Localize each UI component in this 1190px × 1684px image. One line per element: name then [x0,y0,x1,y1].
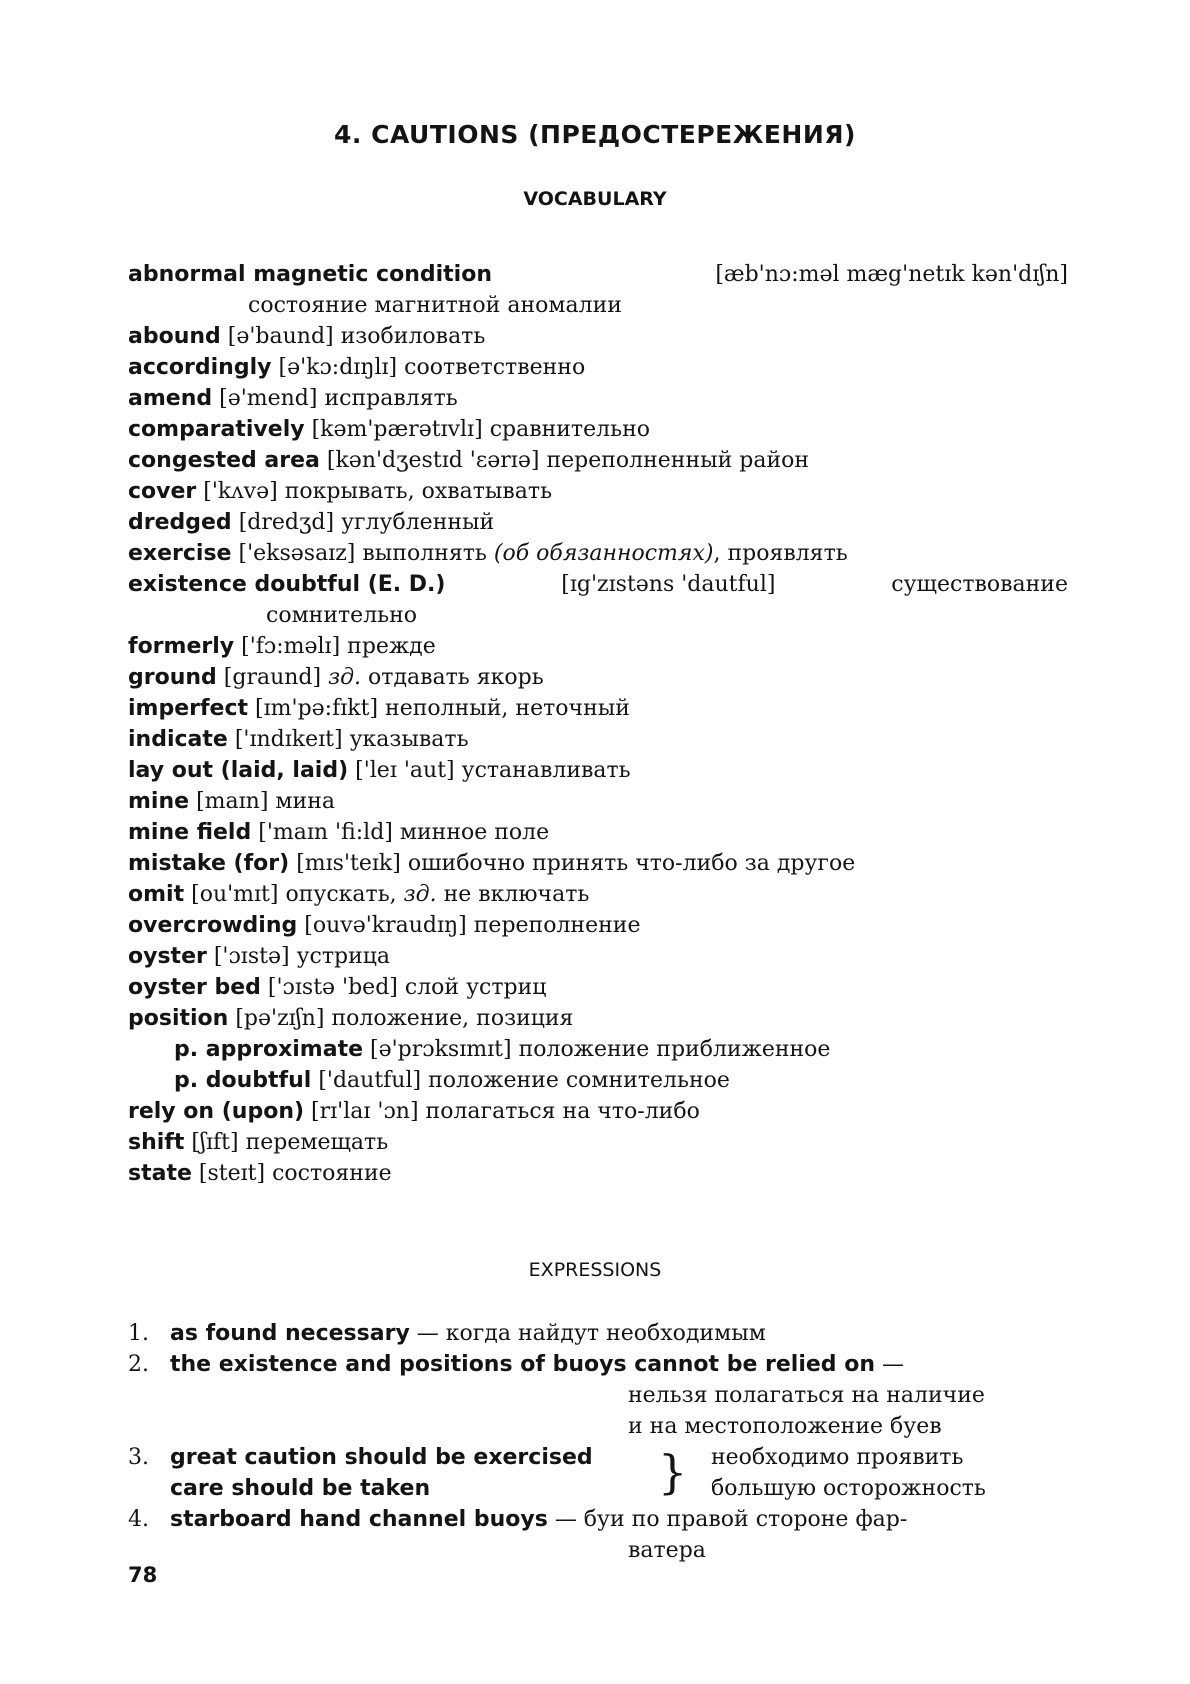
entry-pron: [rɪ'laɪ 'ɔn] [311,1099,419,1124]
entry-word: exercise [128,541,232,566]
vocab-entry [128,910,1068,941]
entry-word: ground [128,665,217,690]
vocab-entry [128,1158,1068,1189]
entry-note: зд. [403,882,437,907]
entry-gloss: углубленный [341,510,495,535]
entry-gloss: ошибочно принять что-либо за другое [407,851,856,876]
entry-gloss: переполненный район [546,448,810,473]
vocab-entry [128,352,1068,383]
entry-word: lay out (laid, laid) [128,758,349,783]
entry-pron: ['ɔɪstə 'bed] [267,975,398,1000]
page-title: 4. CAUTIONS (ПРЕДОСТЕРЕЖЕНИЯ) [334,120,856,149]
entry-pron: [kən'dʒestɪd 'ɛərɪə] [326,448,540,473]
expression-en: starboard hand channel buoys [170,1507,548,1532]
expression-ru: — буи по правой стороне фар- [554,1507,908,1532]
entry-pron: ['ɔɪstə] [213,944,290,969]
vocab-entry [128,445,1068,476]
entry-gloss: покрывать, охватывать [284,479,553,504]
page-number: 78 [128,1563,158,1587]
entry-gloss: сомнительно [266,603,418,628]
entry-word: mistake (for) [128,851,290,876]
entry-word: comparatively [128,417,305,442]
expression-item [128,1349,1068,1380]
entry-word: cover [128,479,197,504]
entry-pron: ['dautful] [318,1068,422,1093]
entry-gloss: , проявлять [713,541,848,566]
vocabulary-list [128,259,1068,1189]
entry-pron: [kəm'pærətɪvlɪ] [311,417,483,442]
entry-gloss: опускать, [285,882,397,907]
entry-note: зд. [328,665,362,690]
brace: } [658,1445,688,1499]
entry-gloss: соответственно [404,355,586,380]
entry-gloss: устанавливать [461,758,631,783]
entry-gloss: неполный, неточный [385,696,630,721]
entry-word: congested area [128,448,320,473]
entry-word: formerly [128,634,235,659]
entry-gloss: мина [275,789,335,814]
entry-gloss: устрица [296,944,391,969]
vocab-entry [128,786,1068,817]
vocab-entry [128,755,1068,786]
vocab-entry [128,693,1068,724]
entry-word: mine field [128,820,252,845]
entry-gloss: переполнение [473,913,641,938]
entry-word: imperfect [128,696,249,721]
entry-word: oyster bed [128,975,261,1000]
vocab-entry [128,724,1068,755]
entry-word: oyster [128,944,207,969]
vocab-entry [128,941,1068,972]
entry-gloss: минное поле [399,820,550,845]
expression-item [128,1318,1068,1349]
entry-word: abnormal magnetic condition [128,262,492,287]
expressions-heading: EXPRESSIONS [528,1259,662,1281]
vocab-entry [128,1127,1068,1158]
vocab-entry [128,1003,1068,1034]
vocab-entry [128,569,1068,600]
entry-word: omit [128,882,185,907]
entry-note: (об обязанностях) [493,541,714,566]
entry-pron: ['fɔ:məlɪ] [241,634,341,659]
expression-ru: большую осторожность [711,1476,986,1501]
entry-word: mine [128,789,190,814]
expression-ru: ватера [628,1538,706,1563]
entry-gloss: не включать [443,882,590,907]
entry-word: position [128,1006,229,1031]
entry-pron: ['leɪ 'aut] [355,758,455,783]
entry-gloss: исправлять [324,386,458,411]
expression-ru: нельзя полагаться на наличие [628,1383,985,1408]
entry-pron: [pə'zɪʃn] [235,1006,325,1031]
vocab-entry [128,848,1068,879]
entry-pron: [ɪg'zɪstəns 'dautful] [561,572,776,597]
vocab-entry [128,817,1068,848]
expression-ru: необходимо проявить [711,1445,964,1470]
entry-pron: ['maɪn 'fi:ld] [258,820,393,845]
vocab-entry [128,662,1068,693]
expression-ru: — [881,1352,904,1377]
entry-word: p. doubtful [174,1068,312,1093]
entry-gloss: изобиловать [340,324,486,349]
entry-pron: ['ɪndɪkeɪt] [234,727,343,752]
vocab-entry [128,321,1068,352]
entry-word: existence doubtful (E. D.) [128,572,446,597]
entry-pron: ['kʌvə] [203,479,278,504]
vocab-entry [128,414,1068,445]
expression-en: care should be taken [170,1476,431,1501]
entry-word: abound [128,324,221,349]
entry-gloss: полагаться на что-либо [425,1099,700,1124]
vocab-entry [128,259,1068,290]
entry-gloss: прежде [347,634,436,659]
entry-word: accordingly [128,355,272,380]
vocab-entry [128,476,1068,507]
entry-pron: [mɪs'teɪk] [296,851,401,876]
entry-pron: [ouvə'kraudɪŋ] [304,913,467,938]
entry-pron: [ou'mɪt] [191,882,279,907]
entry-pron: [maɪn] [196,789,269,814]
expression-en: as found necessary [170,1321,410,1346]
entry-pron: [ə'kɔ:dɪŋlɪ] [278,355,398,380]
vocab-entry [128,631,1068,662]
entry-word: indicate [128,727,228,752]
expression-item [128,1442,1068,1504]
expression-en: the existence and positions of buoys cannot be relied on [170,1352,875,1377]
entry-gloss: положение приближенное [518,1037,831,1062]
entry-pron: [ɪm'pə:fɪkt] [255,696,379,721]
entry-pron: ['eksəsaɪz] [238,541,356,566]
entry-word: dredged [128,510,232,535]
vocab-entry [128,972,1068,1003]
entry-word: overcrowding [128,913,298,938]
entry-pron: [steɪt] [198,1161,266,1186]
entry-gloss: слой устриц [404,975,547,1000]
vocab-entry [128,538,1068,569]
vocabulary-heading: VOCABULARY [523,188,667,210]
vocab-entry [128,1096,1068,1127]
vocab-entry [128,383,1068,414]
vocab-subentry [128,1034,1068,1065]
item-number: 2. [128,1352,149,1377]
entry-word: amend [128,386,213,411]
entry-gloss: выполнять [362,541,487,566]
entry-gloss: положение сомнительное [428,1068,730,1093]
entry-gloss: сравнительно [489,417,650,442]
vocab-entry [128,507,1068,538]
entry-word: p. approximate [174,1037,364,1062]
expression-item [128,1504,1068,1535]
entry-pron: [graund] [223,665,322,690]
entry-pron: [dredʒd] [238,510,335,535]
entry-gloss: состояние магнитной аномалии [248,293,622,318]
entry-gloss: положение, позиция [331,1006,574,1031]
entry-pron: [ə'mend] [219,386,318,411]
item-number: 3. [128,1445,149,1470]
expressions-list [128,1318,1068,1566]
expression-ru: и на местоположение буев [628,1414,942,1439]
entry-pron: [æb'nɔ:məl mæg'netɪk kən'dɪʃn] [715,262,1068,287]
entry-word: state [128,1161,192,1186]
entry-gloss: указывать [349,727,469,752]
expression-ru: — когда найдут необходимым [416,1321,766,1346]
vocab-entry [128,879,1068,910]
vocab-subentry [128,1065,1068,1096]
entry-word: rely on (upon) [128,1099,305,1124]
entry-word: shift [128,1130,185,1155]
item-number: 1. [128,1321,149,1346]
item-number: 4. [128,1507,149,1532]
entry-gloss: существование [891,572,1068,597]
expression-en: great caution should be exercised [170,1445,593,1470]
entry-pron: [ʃɪft] [191,1130,239,1155]
entry-gloss: отдавать якорь [368,665,544,690]
entry-pron: [ə'prɔksɪmɪt] [370,1037,512,1062]
entry-gloss: состояние [272,1161,392,1186]
entry-pron: [ə'baund] [227,324,334,349]
entry-gloss: перемещать [245,1130,389,1155]
